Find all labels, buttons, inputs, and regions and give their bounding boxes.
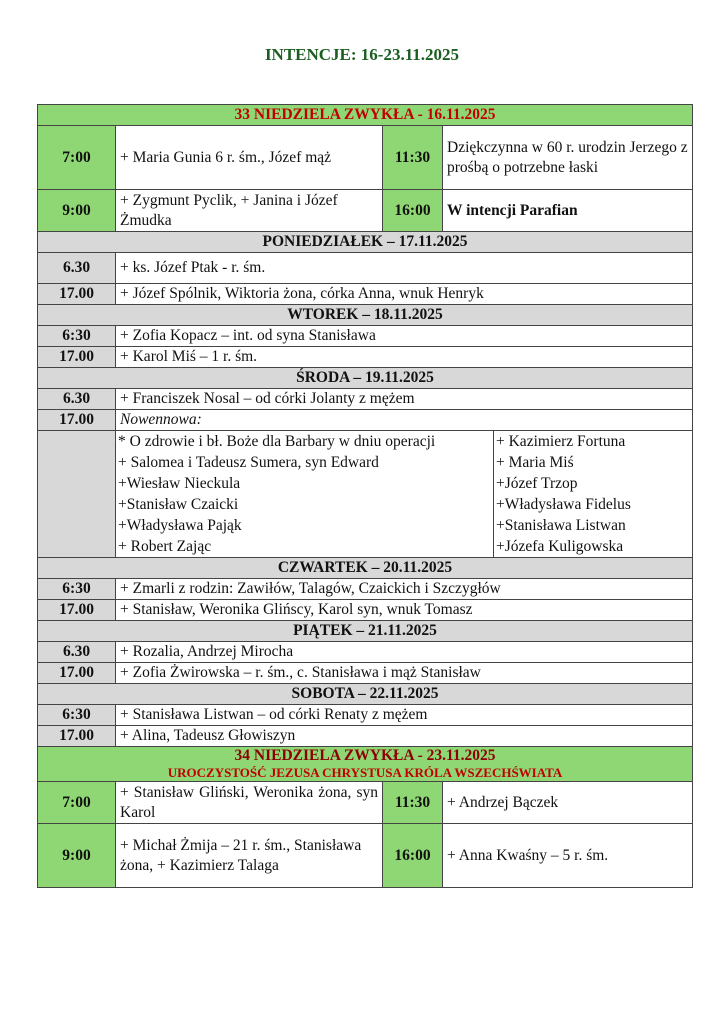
mass-time: 17.00 [38, 600, 116, 621]
novena-time-empty [38, 431, 116, 558]
table-row [38, 253, 693, 284]
intention-text: + Karol Miś – 1 r. śm. [116, 347, 693, 368]
novena-right-column [494, 431, 692, 557]
sunday-header: 33 NIEDZIELA ZWYKŁA - 16.11.2025 [38, 105, 693, 126]
intention-text: + Zygmunt Pyclik, + Janina i Józef Żmudka [116, 190, 383, 232]
mass-time: 17.00 [38, 347, 116, 368]
table-row [38, 190, 693, 232]
mass-time: 6:30 [38, 705, 116, 726]
mass-time: 17.00 [38, 284, 116, 305]
mass-time: 7:00 [38, 782, 116, 824]
intention-text: + Zofia Żwirowska – r. śm., c. Stanisława i mąż Stanisław [116, 663, 693, 684]
novena-item: +Stanisława Listwan [496, 517, 626, 534]
sunday-header-row [38, 747, 693, 782]
table-row [38, 726, 693, 747]
mass-time: 17.00 [38, 663, 116, 684]
day-header-row [38, 232, 693, 253]
sunday-header-title: 34 NIEDZIELA ZWYKŁA - 23.11.2025 [234, 747, 496, 764]
table-row [38, 326, 693, 347]
novena-item: + Salomea i Tadeusz Sumera, syn Edward [118, 454, 379, 471]
mass-time: 11:30 [383, 782, 443, 824]
mass-time: 6.30 [38, 253, 116, 284]
sunday-header [38, 747, 693, 782]
mass-time: 6:30 [38, 326, 116, 347]
intention-text: + Józef Spólnik, Wiktoria żona, córka Anna, wnuk Henryk [116, 284, 693, 305]
mass-time: 6.30 [38, 389, 116, 410]
novena-item: +Józef Trzop [496, 475, 578, 492]
mass-time: 11:30 [383, 126, 443, 190]
table-row [38, 126, 693, 190]
mass-time: 9:00 [38, 824, 116, 888]
intention-text: W intencji Parafian [443, 190, 693, 232]
day-header-row [38, 305, 693, 326]
novena-item: * O zdrowie i bł. Boże dla Barbary w dniu operacji [118, 433, 436, 450]
novena-item: + Maria Miś [496, 454, 574, 471]
mass-time: 6:30 [38, 579, 116, 600]
intention-text: + Alina, Tadeusz Głowiszyn [116, 726, 693, 747]
day-header: PONIEDZIAŁEK – 17.11.2025 [38, 232, 693, 253]
table-row [38, 284, 693, 305]
intentions-table [37, 104, 693, 888]
novena-item: +Władysława Fidelus [496, 496, 631, 513]
intention-text: + Rozalia, Andrzej Mirocha [116, 642, 693, 663]
intention-text: + Stanisława Listwan – od córki Renaty z mężem [116, 705, 693, 726]
day-header-row [38, 684, 693, 705]
intention-text: + Andrzej Bączek [443, 782, 693, 824]
intention-text: + Michał Żmija – 21 r. śm., Stanisława żona, + Kazimierz Talaga [116, 824, 383, 888]
table-row [38, 579, 693, 600]
table-row [38, 705, 693, 726]
mass-time: 17.00 [38, 726, 116, 747]
day-header: WTOREK – 18.11.2025 [38, 305, 693, 326]
day-header: CZWARTEK – 20.11.2025 [38, 558, 693, 579]
day-header: PIĄTEK – 21.11.2025 [38, 621, 693, 642]
novena-item: +Stanisław Czaicki [118, 496, 239, 513]
intention-text: + Maria Gunia 6 r. śm., Józef mąż [116, 126, 383, 190]
table-row [38, 600, 693, 621]
intention-text: + Zofia Kopacz – int. od syna Stanisława [116, 326, 693, 347]
sunday-header-subtitle: UROCZYSTOŚĆ JEZUSA CHRYSTUSA KRÓLA WSZECHŚWIATA [167, 765, 563, 780]
mass-time: 16:00 [383, 190, 443, 232]
mass-time: 16:00 [383, 824, 443, 888]
table-row [38, 347, 693, 368]
day-header-row [38, 558, 693, 579]
novena-item: + Kazimierz Fortuna [496, 433, 626, 450]
novena-left-column [116, 431, 494, 557]
novena-item: +Wiesław Nieckula [118, 475, 241, 492]
table-row [38, 782, 693, 824]
sunday-header-row [38, 105, 693, 126]
novena-row [38, 431, 693, 558]
intention-text: + ks. Józef Ptak - r. śm. [116, 253, 693, 284]
novena-list [116, 431, 693, 558]
novena-label: Nowennowa: [116, 410, 693, 431]
intention-text: + Stanisław, Weronika Glińscy, Karol syn, wnuk Tomasz [116, 600, 693, 621]
intention-text: + Franciszek Nosal – od córki Jolanty z mężem [116, 389, 693, 410]
mass-time: 6.30 [38, 642, 116, 663]
day-header-row [38, 368, 693, 389]
intention-text: + Anna Kwaśny – 5 r. śm. [443, 824, 693, 888]
intention-text: + Stanisław Gliński, Weronika żona, syn Karol [116, 782, 383, 824]
table-row [38, 410, 693, 431]
mass-time: 17.00 [38, 410, 116, 431]
day-header: SOBOTA – 22.11.2025 [38, 684, 693, 705]
day-header: ŚRODA – 19.11.2025 [38, 368, 693, 389]
table-row [38, 663, 693, 684]
novena-item: +Józefa Kuligowska [496, 538, 624, 555]
table-row [38, 642, 693, 663]
mass-time: 7:00 [38, 126, 116, 190]
page-title: INTENCJE: 16-23.11.2025 [264, 45, 460, 64]
mass-time: 9:00 [38, 190, 116, 232]
intention-text: Dziękczynna w 60 r. urodzin Jerzego z prośbą o potrzebne łaski [443, 126, 693, 190]
table-row [38, 389, 693, 410]
novena-item: + Robert Zając [118, 538, 212, 555]
table-row [38, 824, 693, 888]
day-header-row [38, 621, 693, 642]
novena-item: +Władysława Pająk [118, 517, 242, 534]
intention-text: + Zmarli z rodzin: Zawiłów, Talagów, Czaickich i Szczygłów [116, 579, 693, 600]
